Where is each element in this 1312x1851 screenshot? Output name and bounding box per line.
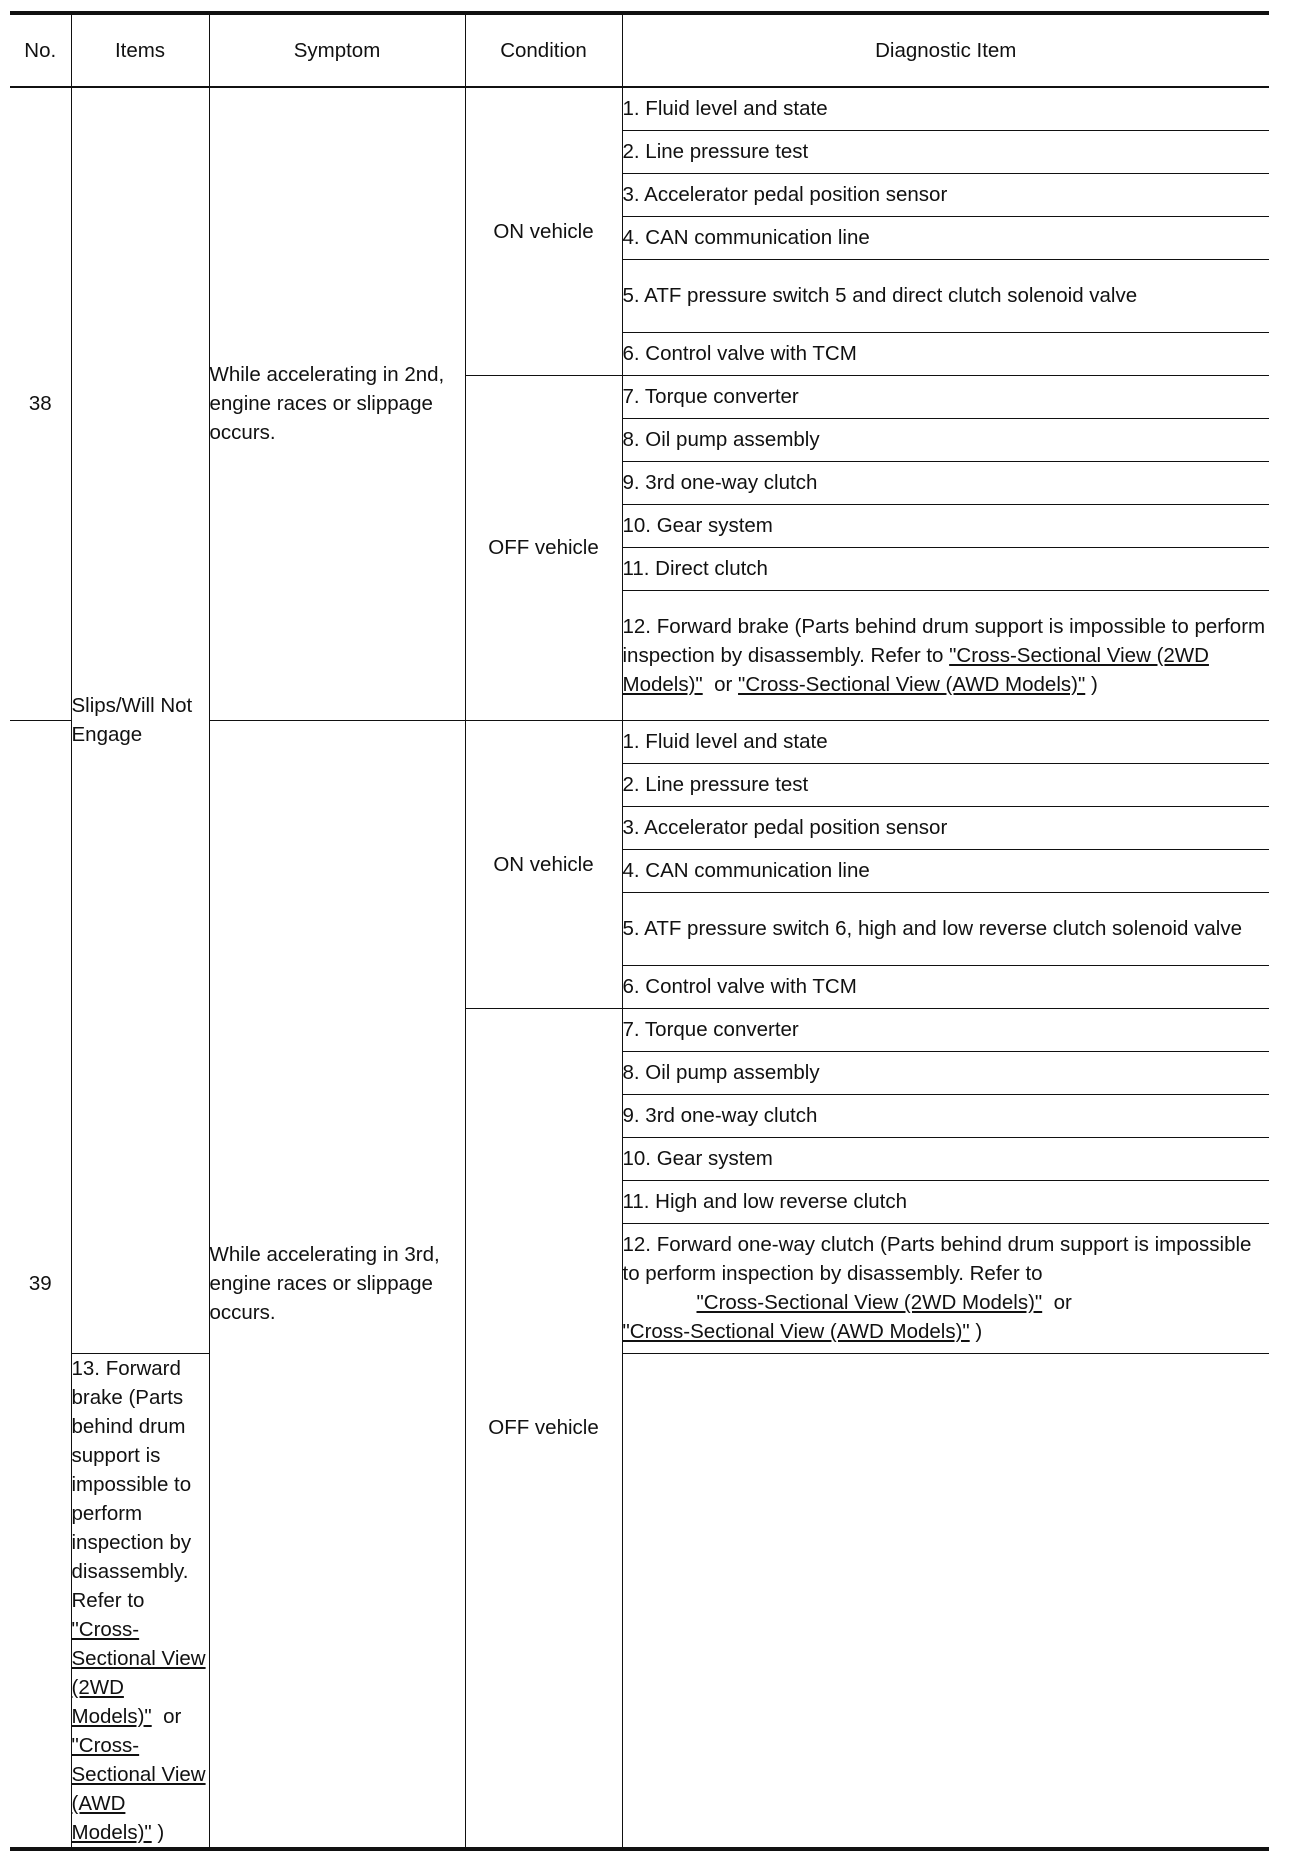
cross-section-2wd-link[interactable]: "Cross-Sectional View (2WD Models)": [622, 643, 1209, 696]
diagnostic-item: 6. Control valve with TCM: [622, 965, 1269, 1008]
symptom-39: While accelerating in 3rd, engine races or slippage occurs.: [209, 720, 465, 1849]
cross-section-awd-link[interactable]: "Cross-Sectional View (AWD Models)": [622, 1320, 970, 1343]
condition-off-vehicle-39: OFF vehicle: [465, 1008, 622, 1849]
diagnostic-item: 4. CAN communication line: [622, 849, 1269, 892]
diagnostic-item: 2. Line pressure test: [622, 130, 1269, 173]
table-row: [10, 1353, 1269, 1849]
diagnostic-item-12-38: [622, 590, 1269, 720]
diag-text: 13. Forward brake (Parts behind drum support is impossible to perform inspection by disassembly. Refer to: [71, 1356, 192, 1612]
diagnostic-item: 11. High and low reverse clutch: [622, 1180, 1269, 1223]
symptom-38: While accelerating in 2nd, engine races or slippage occurs.: [209, 87, 465, 720]
diagnostic-item: 10. Gear system: [622, 504, 1269, 547]
diagnostic-item: 8. Oil pump assembly: [622, 418, 1269, 461]
row-number-39: 39: [10, 720, 71, 1849]
diagnostic-item: 5. ATF pressure switch 5 and direct clutch solenoid valve: [622, 259, 1269, 332]
or-text: or: [714, 672, 733, 696]
close-paren: ): [1090, 672, 1098, 696]
diagnostic-item: 3. Accelerator pedal position sensor: [622, 173, 1269, 216]
diag-text: 12. Forward one-way clutch (Parts behind drum support is impossible to perform inspection by disassembly. Refer to: [622, 1233, 1252, 1285]
diagnostic-item: 2. Line pressure test: [622, 763, 1269, 806]
cross-section-awd-link[interactable]: "Cross-Sectional View (AWD Models)": [71, 1733, 206, 1844]
diagnostic-item: 6. Control valve with TCM: [622, 332, 1269, 375]
diagnostic-item: 1. Fluid level and state: [622, 720, 1269, 763]
header-row: [10, 13, 1269, 87]
close-paren: ): [975, 1320, 983, 1343]
diagnostic-item: 11. Direct clutch: [622, 547, 1269, 590]
diagnostic-item: 8. Oil pump assembly: [622, 1051, 1269, 1094]
diagnosis-table: [10, 11, 1269, 1851]
condition-on-vehicle-38: ON vehicle: [465, 87, 622, 375]
condition-off-vehicle-38: OFF vehicle: [465, 375, 622, 720]
diagnostic-item: 3. Accelerator pedal position sensor: [622, 806, 1269, 849]
close-paren: ): [157, 1820, 165, 1844]
diagnostic-item: 7. Torque converter: [622, 1008, 1269, 1051]
diag-text: 12. Forward brake (Parts behind drum support is impossible to perform inspection by disassembly. Refer to: [622, 614, 1266, 667]
diagnostic-item: 10. Gear system: [622, 1137, 1269, 1180]
diagnostic-item: 7. Torque converter: [622, 375, 1269, 418]
table-row: [10, 87, 1269, 130]
items-cell: Slips/Will Not Engage: [71, 87, 209, 1353]
diagnostic-item: 9. 3rd one-way clutch: [622, 461, 1269, 504]
cross-section-awd-link[interactable]: "Cross-Sectional View (AWD Models)": [738, 672, 1086, 696]
cross-section-2wd-link[interactable]: "Cross-Sectional View (2WD Models)": [71, 1617, 206, 1728]
header-items: Items: [71, 13, 209, 87]
condition-on-vehicle-39: ON vehicle: [465, 720, 622, 1008]
diagnostic-item: 1. Fluid level and state: [622, 87, 1269, 130]
or-text: or: [1053, 1291, 1072, 1314]
header-condition: Condition: [465, 13, 622, 87]
or-text: or: [163, 1704, 182, 1728]
header-symptom: Symptom: [209, 13, 465, 87]
diagnostic-item: 9. 3rd one-way clutch: [622, 1094, 1269, 1137]
row-number-38: 38: [10, 87, 71, 720]
diagnostic-item: 4. CAN communication line: [622, 216, 1269, 259]
diagnostic-item: 5. ATF pressure switch 6, high and low reverse clutch solenoid valve: [622, 892, 1269, 965]
cross-section-2wd-link[interactable]: "Cross-Sectional View (2WD Models)": [696, 1291, 1043, 1314]
diagnostic-item-12-39: [622, 1223, 1269, 1353]
header-no: No.: [10, 13, 71, 87]
header-diagnostic-item: Diagnostic Item: [622, 13, 1269, 87]
diagnostic-item-13-39: [71, 1353, 209, 1849]
